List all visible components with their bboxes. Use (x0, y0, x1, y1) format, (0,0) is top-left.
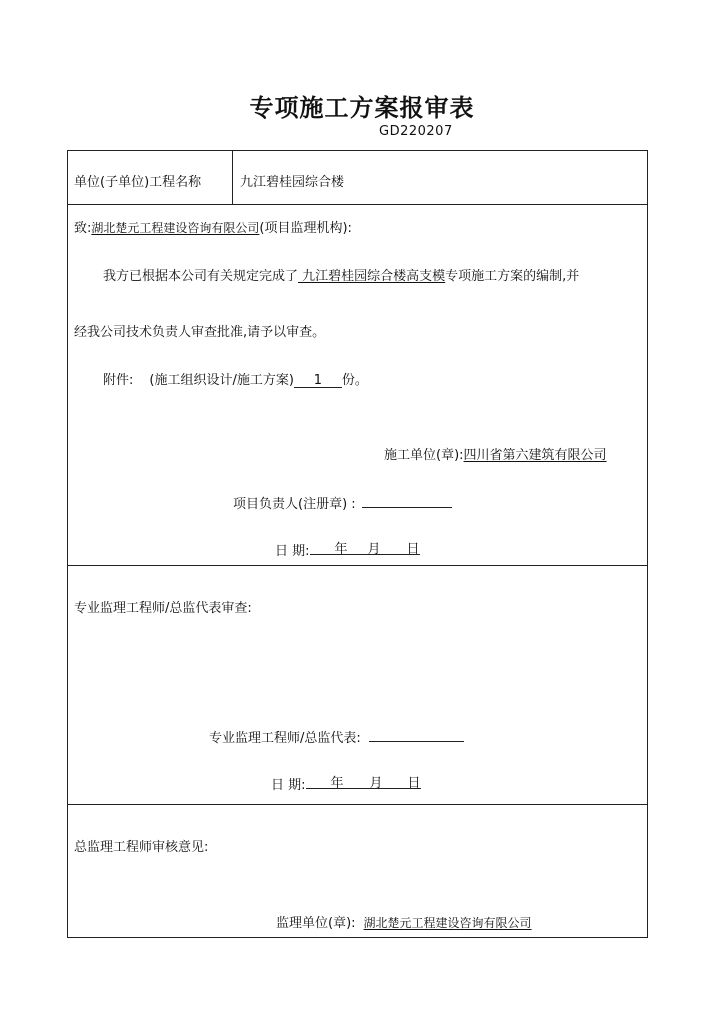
date-day: 日 (407, 776, 421, 791)
to-prefix: 致: (74, 221, 92, 236)
column-divider (232, 151, 233, 204)
row-divider (68, 565, 647, 566)
reviewer-line (209, 727, 464, 746)
pm-line (233, 493, 452, 512)
attachment-unit: 份。 (341, 373, 368, 388)
date-day: 日 (406, 542, 420, 557)
body-part2: 专项施工方案的编制,并 (445, 269, 580, 284)
project-name-value: 九江碧桂园综合楼 (240, 175, 345, 190)
body-line-2: 经我公司技术负责人审查批准,请予以审查。 (74, 325, 326, 340)
scheme-project-name: 九江碧桂园综合楼高支模 (298, 269, 446, 284)
attachment-line (103, 369, 368, 388)
row-divider (68, 804, 647, 805)
attachment-text: (施工组织设计/施工方案) (149, 373, 294, 388)
date-label: 日 期: (275, 544, 310, 559)
contractor-line (384, 444, 607, 463)
date-month: 月 (367, 542, 381, 557)
reviewer-signature-field[interactable] (369, 727, 464, 742)
form-table (67, 150, 648, 938)
supervision-unit-line (276, 912, 532, 931)
to-suffix: (项目监理机构): (259, 221, 352, 236)
body-part1: 我方已根据本公司有关规定完成了 (103, 269, 299, 284)
date-year: 年 (330, 776, 344, 791)
date-line-1 (275, 540, 420, 559)
chief-review-heading: 总监理工程师审核意见: (74, 840, 209, 855)
date-year: 年 (334, 542, 348, 557)
form-code: GD220207 (379, 124, 453, 139)
date-label: 日 期: (271, 778, 306, 793)
attachment-count: 1 (313, 373, 323, 388)
date-field[interactable] (310, 540, 420, 555)
project-name-label: 单位(子单位)工程名称 (74, 175, 202, 190)
contractor-label: 施工单位(章): (384, 448, 464, 463)
form-title: 专项施工方案报审表 (249, 94, 475, 122)
pm-signature-field[interactable] (362, 493, 452, 508)
date-month: 月 (369, 776, 383, 791)
pm-label: 项目负责人(注册章) : (233, 497, 356, 512)
reviewer-label: 专业监理工程师/总监代表: (209, 731, 361, 746)
supervision-unit-label: 监理单位(章): (276, 916, 356, 931)
supervisor-company: 湖北楚元工程建设咨询有限公司 (91, 221, 260, 235)
contractor-name: 四川省第六建筑有限公司 (463, 448, 607, 463)
date-line-2 (271, 774, 421, 793)
addressee-line (74, 217, 352, 236)
attachment-label: 附件: (103, 373, 134, 388)
supervision-unit-name: 湖北楚元工程建设咨询有限公司 (363, 916, 532, 930)
review-heading: 专业监理工程师/总监代表审查: (74, 601, 252, 616)
row-divider (68, 204, 647, 205)
body-line-1 (103, 265, 579, 284)
date-field[interactable] (306, 774, 421, 789)
